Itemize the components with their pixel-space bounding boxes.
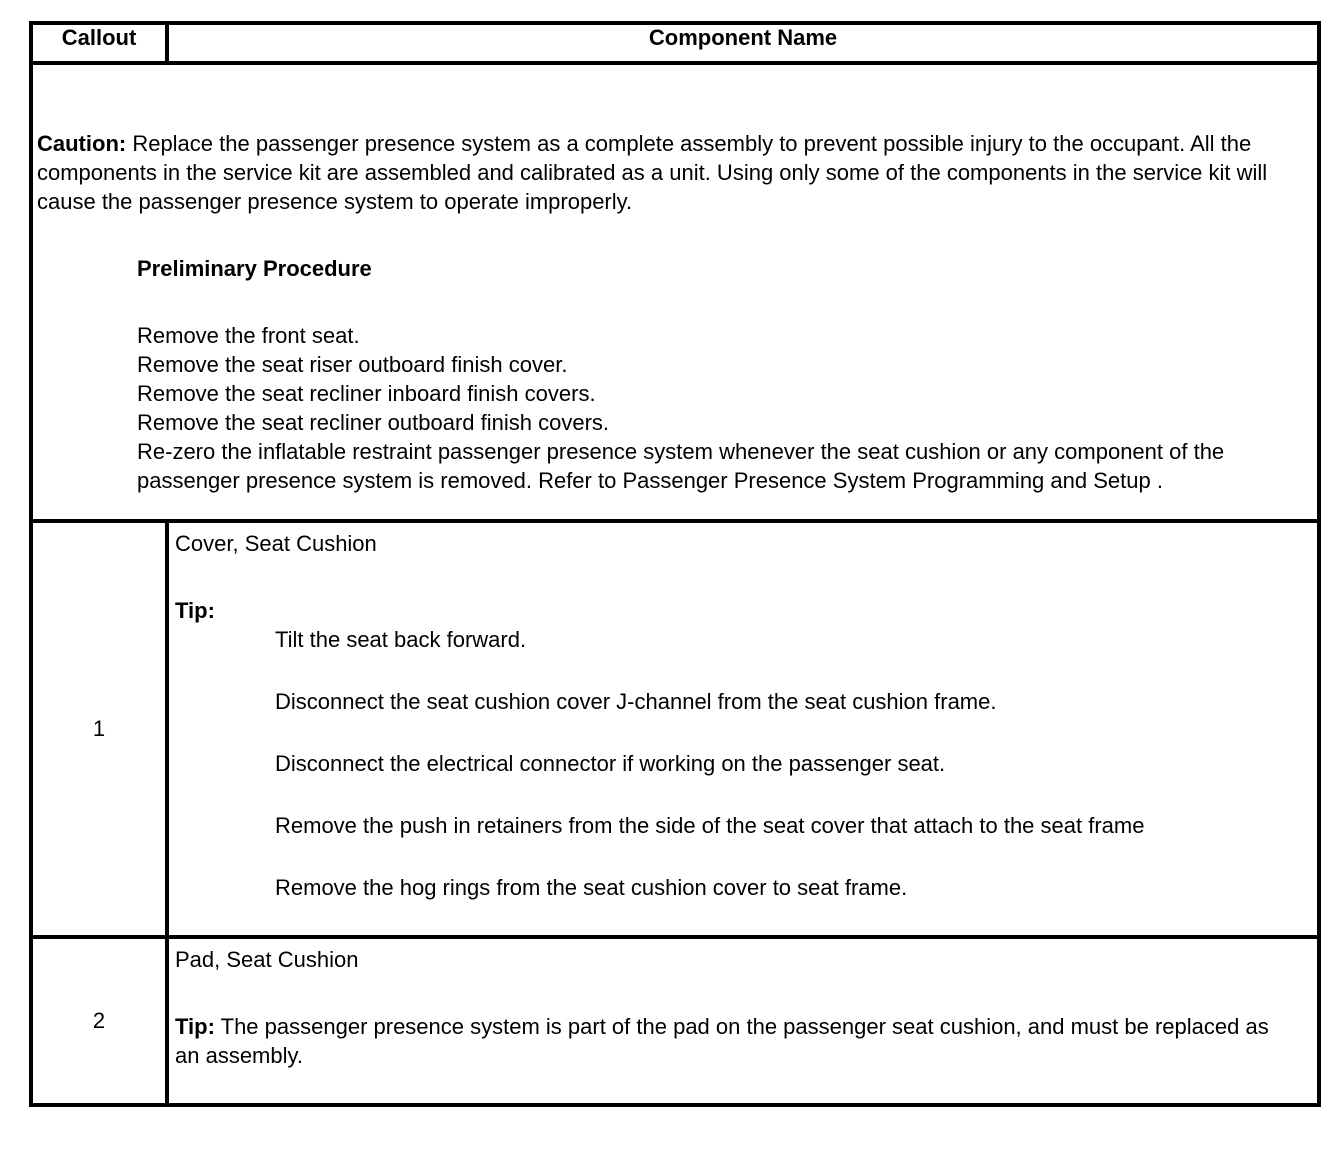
callout-column-header: Callout bbox=[31, 23, 167, 63]
tip-label: Tip: bbox=[175, 1014, 215, 1039]
tip-step: Remove the hog rings from the seat cushion cover to seat frame. bbox=[275, 875, 908, 900]
tip-step: Tilt the seat back forward. bbox=[275, 627, 527, 652]
intro-row bbox=[31, 63, 1319, 521]
preliminary-step: Remove the seat recliner inboard finish covers. bbox=[137, 381, 596, 406]
preliminary-step: Remove the seat riser outboard finish cover. bbox=[137, 352, 568, 377]
table-header-row bbox=[31, 23, 1319, 63]
callout-number: 1 bbox=[31, 521, 167, 937]
preliminary-step: Re-zero the inflatable restraint passenger presence system whenever the seat cushion or any component of the passenger presence system is removed. Refer to Passenger Presence System Programming and Setup . bbox=[137, 439, 1225, 493]
preliminary-procedure-title: Preliminary Procedure bbox=[137, 256, 372, 281]
tip-steps bbox=[275, 625, 1311, 935]
tip-label: Tip: bbox=[175, 598, 215, 623]
tip-paragraph bbox=[175, 1012, 1297, 1070]
tip-step: Remove the push in retainers from the side of the seat cover that attach to the seat frame bbox=[275, 813, 1145, 838]
preliminary-steps bbox=[137, 321, 1311, 495]
intro-cell bbox=[31, 63, 1319, 521]
component-cell bbox=[167, 521, 1319, 937]
table-row bbox=[31, 521, 1319, 937]
tip-text: The passenger presence system is part of the pad on the passenger seat cushion, and must be replaced as an assembly. bbox=[175, 1014, 1269, 1068]
preliminary-step: Remove the seat recliner outboard finish covers. bbox=[137, 410, 610, 435]
tip-step: Disconnect the seat cushion cover J-channel from the seat cushion frame. bbox=[275, 689, 997, 714]
component-name: Cover, Seat Cushion bbox=[175, 531, 377, 556]
caution-label: Caution: bbox=[37, 131, 127, 156]
procedure-table bbox=[29, 21, 1321, 1107]
tip-step: Disconnect the electrical connector if working on the passenger seat. bbox=[275, 751, 946, 776]
component-cell bbox=[167, 937, 1319, 1105]
caution-paragraph bbox=[37, 129, 1311, 216]
callout-number: 2 bbox=[31, 937, 167, 1105]
caution-text: Replace the passenger presence system as a complete assembly to prevent possible injury to the occupant. All the components in the service kit are assembled and calibrated as a unit. Using only some of the components in the service kit will cause the passenger presence system to operate improperly. bbox=[37, 131, 1268, 214]
preliminary-step: Remove the front seat. bbox=[137, 323, 360, 348]
component-name-column-header: Component Name bbox=[167, 23, 1319, 63]
table-row bbox=[31, 937, 1319, 1105]
component-name: Pad, Seat Cushion bbox=[175, 947, 359, 972]
